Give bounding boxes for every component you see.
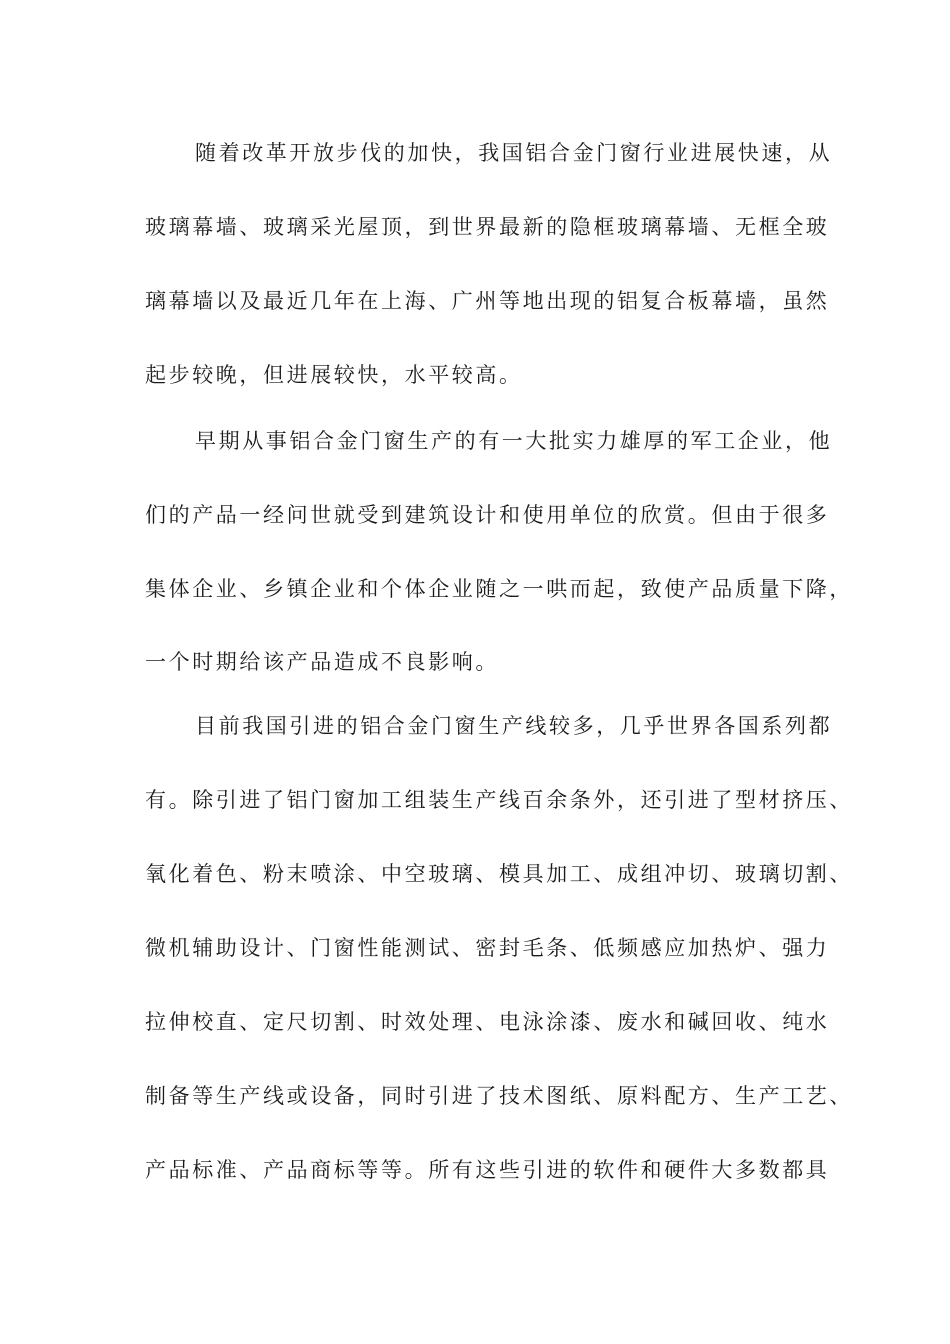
paragraph-3-line-2: 有。除引进了铝门窗加工组装生产线百余条外，还引进了型材挤压、: [145, 788, 853, 812]
paragraph-1-line-1: 随着改革开放步伐的加快，我国铝合金门窗行业进展快速，从: [195, 141, 833, 165]
paragraph-3-line-6: 制备等生产线或设备，同时引进了技术图纸、原料配方、生产工艺、: [145, 1084, 853, 1108]
paragraph-3-line-4: 微机辅助设计、门窗性能测试、密封毛条、低频感应加热炉、强力: [145, 936, 830, 960]
paragraph-3-line-5: 拉伸校直、定尺切割、时效处理、电泳涂漆、废水和碱回收、纯水: [145, 1010, 830, 1034]
paragraph-3-line-1: 目前我国引进的铝合金门窗生产线较多，几乎世界各国系列都: [195, 714, 833, 738]
paragraph-1-line-3: 璃幕墙以及最近几年在上海、广州等地出现的铝复合板幕墙，虽然: [145, 289, 830, 313]
paragraph-3-line-7: 产品标准、产品商标等等。所有这些引进的软件和硬件大多数都具: [145, 1158, 830, 1182]
paragraph-1-line-2: 玻璃幕墙、玻璃采光屋顶，到世界最新的隐框玻璃幕墙、无框全玻: [145, 215, 830, 239]
paragraph-2-line-2: 们的产品一经问世就受到建筑设计和使用单位的欣赏。但由于很多: [145, 503, 830, 527]
paragraph-2-line-4: 一个时期给该产品造成不良影响。: [145, 650, 499, 674]
paragraph-3-line-3: 氧化着色、粉末喷涂、中空玻璃、模具加工、成组冲切、玻璃切割、: [145, 862, 853, 886]
paragraph-2-line-1: 早期从事铝合金门窗生产的有一大批实力雄厚的军工企业，他: [195, 429, 833, 453]
paragraph-1-line-4: 起步较晚，但进展较快，水平较高。: [145, 363, 523, 387]
paragraph-2-line-3: 集体企业、乡镇企业和个体企业随之一哄而起，致使产品质量下降，: [145, 577, 853, 601]
